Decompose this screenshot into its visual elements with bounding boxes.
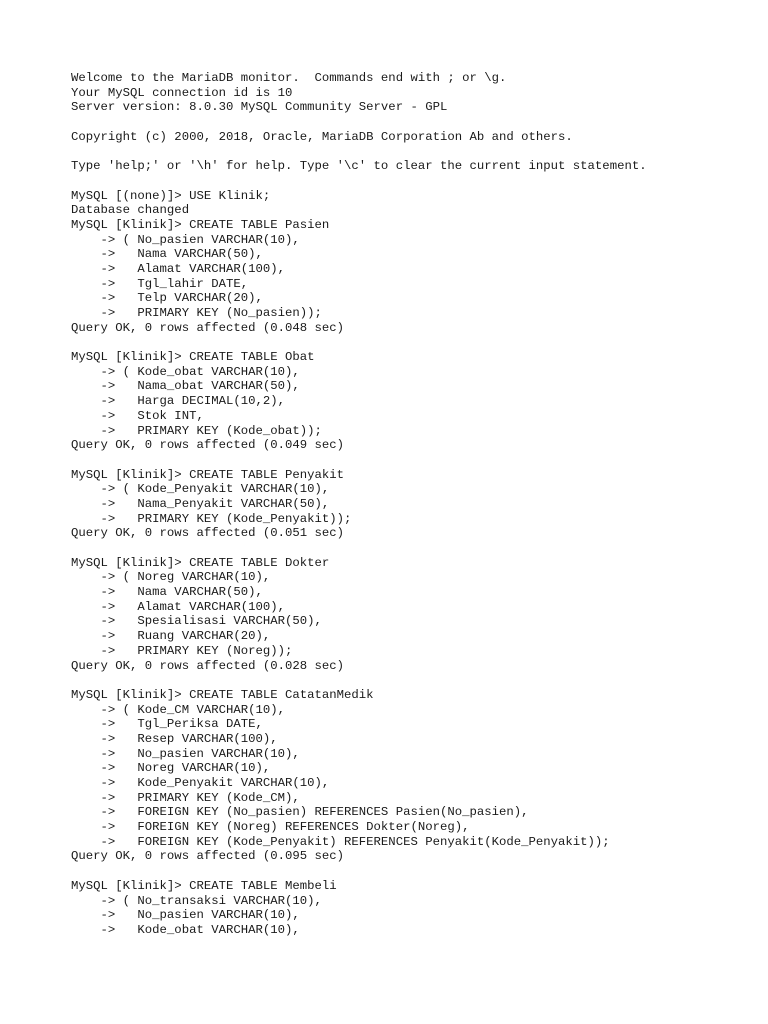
query-result-line: Query OK, 0 rows affected (0.048 sec)	[71, 320, 345, 335]
blank-line	[71, 864, 751, 879]
continuation-line: -> PRIMARY KEY (No_pasien));	[71, 306, 322, 320]
output-line: Welcome to the MariaDB monitor. Commands end with ; or \g.	[71, 71, 507, 85]
command-prompt-line: MySQL [Klinik]> CREATE TABLE Pasien	[71, 217, 330, 232]
continuation-line: -> FOREIGN KEY (Kode_Penyakit) REFERENCES Penyakit(Kode_Penyakit));	[71, 834, 610, 849]
continuation-line: -> Nama_obat VARCHAR(50),	[71, 379, 300, 394]
continuation-line: -> No_pasien VARCHAR(10),	[71, 746, 300, 761]
query-result-line: Query OK, 0 rows affected (0.028 sec)	[71, 658, 345, 673]
continuation-line: -> Ruang VARCHAR(20),	[71, 629, 271, 644]
command-prompt-line: MySQL [(none)]> USE Klinik;	[71, 188, 271, 203]
output-line: Copyright (c) 2000, 2018, Oracle, MariaDB Corporation Ab and others.	[71, 129, 573, 144]
continuation-line: -> ( Noreg VARCHAR(10),	[71, 570, 271, 585]
continuation-line: -> Alamat VARCHAR(100),	[71, 599, 286, 614]
command-prompt-line: MySQL [Klinik]> CREATE TABLE Dokter	[71, 555, 330, 570]
query-result-line: Query OK, 0 rows affected (0.049 sec)	[71, 438, 345, 453]
output-line: Type 'help;' or '\h' for help. Type '\c' to clear the current input statement.	[71, 159, 647, 174]
continuation-line: -> PRIMARY KEY (Kode_CM),	[71, 790, 300, 805]
output-line: Server version: 8.0.30 MySQL Community Server - GPL	[71, 100, 448, 115]
blank-line	[71, 453, 751, 468]
blank-line	[71, 673, 751, 688]
continuation-line: -> ( No_transaksi VARCHAR(10),	[71, 893, 322, 908]
continuation-line: -> PRIMARY KEY (Kode_obat));	[71, 423, 322, 438]
continuation-line: -> Spesialisasi VARCHAR(50),	[71, 614, 322, 629]
output-line: Database changed	[71, 203, 190, 218]
continuation-line: -> Kode_obat VARCHAR(10),	[71, 922, 300, 937]
continuation-line: -> Nama_Penyakit VARCHAR(50),	[71, 496, 330, 511]
continuation-line: -> ( Kode_Penyakit VARCHAR(10),	[71, 482, 330, 497]
command-prompt-line: MySQL [Klinik]> CREATE TABLE Obat	[71, 350, 315, 365]
continuation-line: -> Tgl_lahir DATE,	[71, 276, 249, 291]
continuation-line: -> Noreg VARCHAR(10),	[71, 761, 271, 776]
continuation-line: -> Resep VARCHAR(100),	[71, 731, 278, 746]
continuation-line: -> FOREIGN KEY (No_pasien) REFERENCES Pasien(No_pasien),	[71, 805, 529, 820]
command-prompt-line: MySQL [Klinik]> CREATE TABLE CatatanMedik	[71, 687, 374, 702]
continuation-line: -> Telp VARCHAR(20),	[71, 291, 263, 306]
blank-line	[71, 174, 751, 189]
blank-line	[71, 335, 751, 350]
continuation-line: -> Nama VARCHAR(50),	[71, 247, 263, 262]
command-prompt-line: MySQL [Klinik]> CREATE TABLE Penyakit	[71, 467, 345, 482]
continuation-line: -> ( No_pasien VARCHAR(10),	[71, 232, 300, 247]
continuation-line: -> PRIMARY KEY (Kode_Penyakit));	[71, 511, 352, 526]
continuation-line: -> Nama VARCHAR(50),	[71, 585, 263, 600]
continuation-line: -> FOREIGN KEY (Noreg) REFERENCES Dokter(Noreg),	[71, 820, 470, 835]
blank-line	[71, 115, 751, 130]
continuation-line: -> Kode_Penyakit VARCHAR(10),	[71, 776, 330, 790]
continuation-line: -> Harga DECIMAL(10,2),	[71, 394, 286, 409]
command-prompt-line: MySQL [Klinik]> CREATE TABLE Membeli	[71, 878, 337, 893]
blank-line	[71, 541, 751, 556]
continuation-line: -> Stok INT,	[71, 408, 204, 423]
terminal-output	[71, 71, 751, 938]
continuation-line: -> PRIMARY KEY (Noreg));	[71, 643, 293, 658]
continuation-line: -> ( Kode_obat VARCHAR(10),	[71, 364, 300, 379]
query-result-line: Query OK, 0 rows affected (0.051 sec)	[71, 526, 345, 541]
output-line: Your MySQL connection id is 10	[71, 85, 293, 100]
continuation-line: -> Tgl_Periksa DATE,	[71, 717, 263, 732]
blank-line	[71, 144, 751, 159]
continuation-line: -> Alamat VARCHAR(100),	[71, 261, 286, 276]
continuation-line: -> No_pasien VARCHAR(10),	[71, 908, 300, 923]
continuation-line: -> ( Kode_CM VARCHAR(10),	[71, 702, 286, 717]
query-result-line: Query OK, 0 rows affected (0.095 sec)	[71, 849, 345, 864]
